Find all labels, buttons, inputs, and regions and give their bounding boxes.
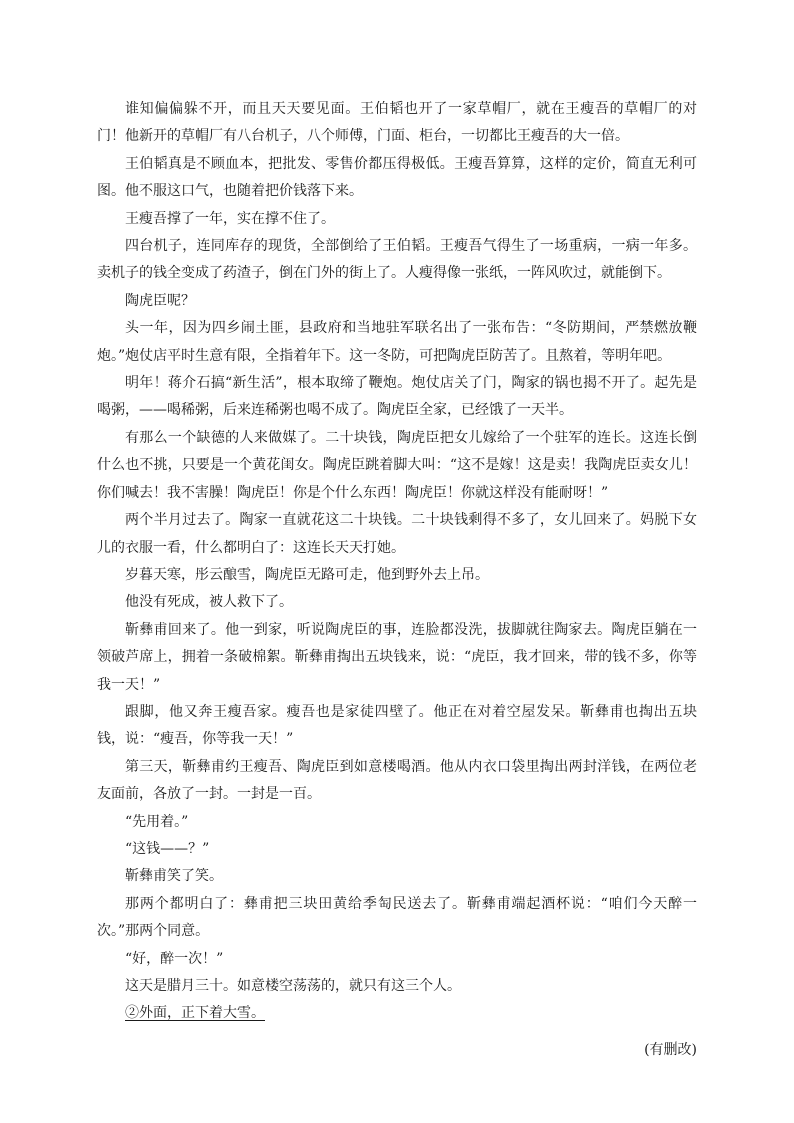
paragraph-18: 那两个都明白了：彝甫把三块田黄给季匋民送去了。靳彝甫端起酒杯说：“咱们今天醉一次。”那两个同意。 — [97, 895, 697, 940]
paragraph-5: 陶虎臣呢？ — [125, 292, 195, 309]
paragraph-3: 王瘦吾撑了一年，实在撑不住了。 — [125, 210, 335, 227]
paragraph-16: “这钱——？” — [125, 840, 210, 857]
paragraph-12: 靳彝甫回来了。他一到家，听说陶虎臣的事，连脸都没洗，拔脚就往陶家去。陶虎臣躺在一领破芦席上，拥着一条破棉絮。靳彝甫掏出五块钱来，说：“虎臣，我才回来，带的钱不多，你等我一天！” — [97, 621, 697, 693]
paragraph-8: 有那么一个缺德的人来做媒了。二十块钱，陶虎臣把女儿嫁给了一个驻军的连长。这连长倒什么也不挑，只要是一个黄花闺女。陶虎臣跳着脚大叫：“这不是嫁！这是卖！我陶虎臣卖女儿！你们喊去！我不害臊！陶虎臣！你是个什么东西！陶虎臣！你就这样没有能耐呀！” — [97, 429, 697, 501]
paragraph-10: 岁暮天寒，彤云酿雪，陶虎臣无路可走，他到野外去上吊。 — [125, 566, 489, 583]
paragraph-4: 四台机子，连同库存的现货，全部倒给了王伯韬。王瘦吾气得生了一场重病，一病一年多。卖机子的钱全变成了药渣子，倒在门外的街上了。人瘦得像一张纸，一阵风吹过，就能倒下。 — [97, 238, 697, 282]
paragraph-19: “好，醉一次！” — [125, 950, 224, 967]
underlined-sentence: ②外面，正下着大雪。 — [125, 1005, 265, 1022]
paragraph-9: 两个半月过去了。陶家一直就花这二十块钱。二十块钱剩得不多了，女儿回来了。妈脱下女儿的衣服一看，什么都明白了：这连长天天打她。 — [97, 512, 697, 556]
paragraph-15: “先用着。” — [125, 813, 189, 830]
paragraph-6: 头一年，因为四乡闹土匪，县政府和当地驻军联名出了一张布告：“冬防期间，严禁燃放鞭炮。”炮仗店平时生意有限，全指着年下。这一冬防，可把陶虎臣防苦了。且熬着，等明年吧。 — [97, 320, 697, 364]
source-note: (有删改) — [644, 1041, 697, 1058]
paragraph-14: 第三天，靳彝甫约王瘦吾、陶虎臣到如意楼喝酒。他从内衣口袋里掏出两封洋钱，在两位老友面前，各放了一封。一封是一百。 — [97, 758, 697, 803]
article-body — [97, 96, 697, 1064]
paragraph-11: 他没有死成，被人救下了。 — [125, 594, 293, 611]
paragraph-7: 明年！蒋介石搞“新生活”，根本取缔了鞭炮。炮仗店关了门，陶家的锅也揭不开了。起先是喝粥，——喝稀粥，后来连稀粥也喝不成了。陶虎臣全家，已经饿了一天半。 — [97, 375, 697, 419]
paragraph-17: 靳彝甫笑了笑。 — [125, 868, 223, 885]
underlined-sentence-paragraph — [97, 1000, 697, 1027]
paragraph-1: 谁知偏偏躲不开，而且天天要见面。王伯韬也开了一家草帽厂，就在王瘦吾的草帽厂的对门！他新开的草帽厂有八台机子，八个师傅，门面、柜台，一切都比王瘦吾的大一倍。 — [97, 101, 697, 145]
paragraph-20: 这天是腊月三十。如意楼空荡荡的，就只有这三个人。 — [125, 978, 461, 994]
paragraph-13: 跟脚，他又奔王瘦吾家。瘦吾也是家徒四壁了。他正在对着空屋发呆。靳彝甫也掏出五块钱，说：“瘦吾，你等我一天！” — [97, 703, 697, 748]
paragraph-2: 王伯韬真是不顾血本，把批发、零售价都压得极低。王瘦吾算算，这样的定价，简直无利可图。他不服这口气，也随着把价钱落下来。 — [97, 155, 697, 200]
